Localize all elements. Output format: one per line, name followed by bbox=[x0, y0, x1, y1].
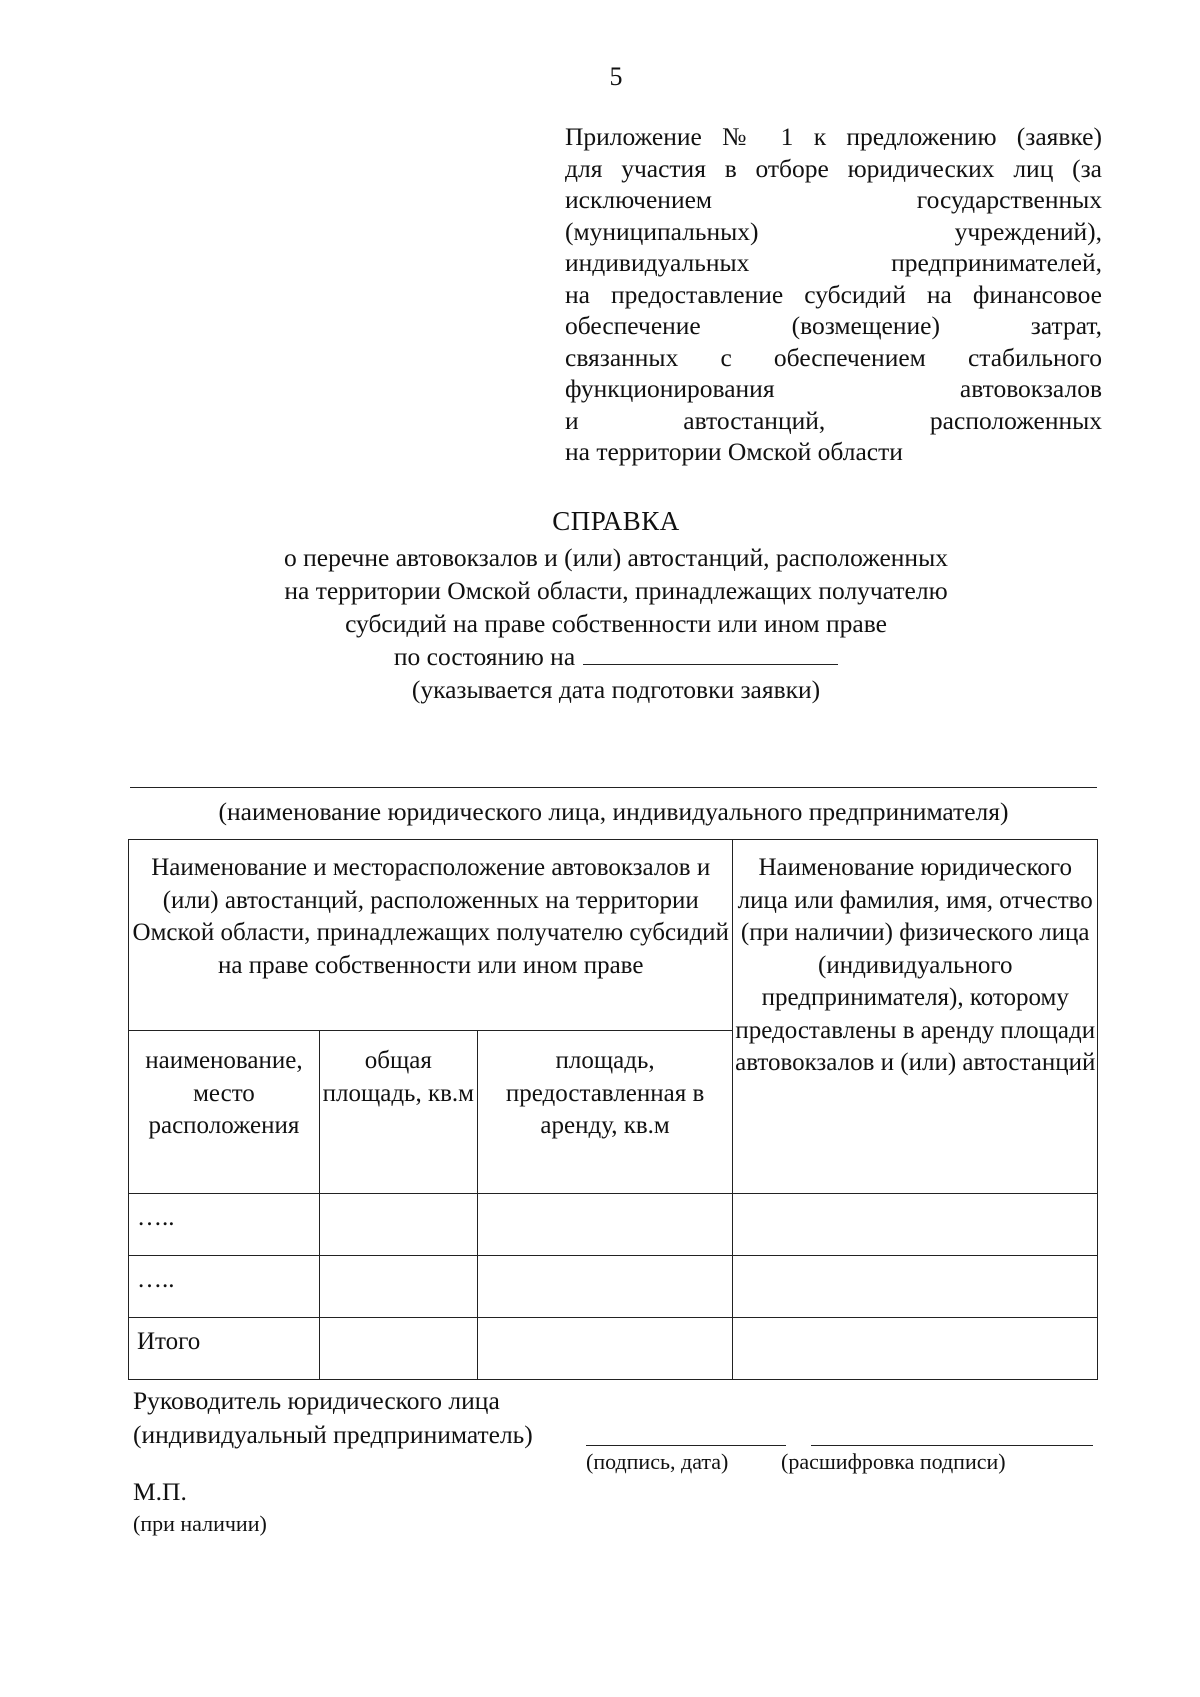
appendix-line: обеспечение (возмещение) затрат, bbox=[565, 311, 1102, 340]
appendix-line: Приложение № 1 к предложению (заявке) bbox=[565, 122, 1102, 151]
document-subtitle bbox=[0, 541, 1200, 706]
appendix-line: (муниципальных) учреждений), bbox=[565, 216, 1102, 246]
appendix-line: связанных с обеспечением стабильного bbox=[565, 342, 1102, 372]
stamp-note: (при наличии) bbox=[133, 1511, 267, 1536]
table-cell[interactable] bbox=[733, 1194, 1098, 1256]
table-cell[interactable] bbox=[477, 1318, 733, 1380]
document-title: СПРАВКА bbox=[552, 506, 680, 536]
table-cell[interactable] bbox=[477, 1256, 733, 1318]
signatory-label bbox=[133, 1384, 533, 1452]
signature-blank-line[interactable] bbox=[586, 1445, 786, 1446]
subtitle-line: на территории Омской области, принадлежащих получателю bbox=[284, 576, 948, 605]
total-area-header: общая площадь, кв.м bbox=[319, 1031, 477, 1194]
row-label: ….. bbox=[129, 1194, 320, 1256]
appendix-line: на предоставление субсидий на финансовое bbox=[565, 279, 1102, 309]
as-of-label: по состоянию на bbox=[393, 642, 576, 671]
table-cell[interactable] bbox=[733, 1256, 1098, 1318]
table-cell[interactable] bbox=[477, 1194, 733, 1256]
subtitle-line: о перечне автовокзалов и (или) автостанций, расположенных bbox=[284, 543, 948, 572]
table-cell[interactable] bbox=[319, 1256, 477, 1318]
table-cell[interactable] bbox=[733, 1318, 1098, 1380]
appendix-line: на территории Омской области bbox=[565, 437, 903, 466]
table-row-total bbox=[129, 1318, 1098, 1380]
org-name-blank-line[interactable] bbox=[130, 787, 1097, 788]
table-row bbox=[129, 1194, 1098, 1256]
appendix-line: функционирования автовокзалов bbox=[565, 374, 1102, 403]
date-blank-line[interactable] bbox=[583, 642, 838, 665]
appendix-line: индивидуальных предпринимателей, bbox=[565, 248, 1102, 277]
signature-caption: (подпись, дата) bbox=[586, 1449, 729, 1474]
appendix-note bbox=[565, 121, 1102, 468]
appendix-line: для участия в отборе юридических лиц (за bbox=[565, 153, 1102, 183]
signature-decode-blank-line[interactable] bbox=[811, 1445, 1093, 1446]
appendix-line: и автостанций, расположенных bbox=[565, 405, 1102, 435]
appendix-line: исключением государственных bbox=[565, 185, 1102, 214]
as-of-date-row bbox=[0, 640, 1200, 673]
tenant-header-cell: Наименование юридического лица или фамилия, имя, отчество (при наличии) физического лица (индивидуального предпринимателя), которому предоставлены в аренду площади автовокзалов и (или) автостанций bbox=[733, 840, 1098, 1194]
table-row bbox=[129, 1256, 1098, 1318]
stamp-label: М.П. bbox=[133, 1477, 187, 1506]
group-header-cell: Наименование и месторасположение автовокзалов и (или) автостанций, расположенных на территории Омской области, принадлежащих получателю субсидий на праве собственности или ином праве bbox=[129, 840, 733, 1031]
leased-area-header: площадь, предоставленная в аренду, кв.м bbox=[477, 1031, 733, 1194]
table-cell[interactable] bbox=[319, 1194, 477, 1256]
page-number: 5 bbox=[609, 62, 623, 91]
org-name-caption: (наименование юридического лица, индивидуального предпринимателя) bbox=[218, 797, 1009, 826]
stations-table bbox=[128, 839, 1098, 1380]
total-label: Итого bbox=[129, 1318, 320, 1380]
subtitle-line: (указывается дата подготовки заявки) bbox=[411, 675, 821, 704]
table-cell[interactable] bbox=[319, 1318, 477, 1380]
row-label: ….. bbox=[129, 1256, 320, 1318]
signatory-line: (индивидуальный предприниматель) bbox=[133, 1420, 533, 1449]
signature-decode-caption: (расшифровка подписи) bbox=[781, 1449, 1006, 1474]
subtitle-line: субсидий на праве собственности или ином праве bbox=[345, 609, 887, 638]
name-location-header: наименование, место расположения bbox=[129, 1031, 320, 1194]
signatory-line: Руководитель юридического лица bbox=[133, 1386, 500, 1415]
